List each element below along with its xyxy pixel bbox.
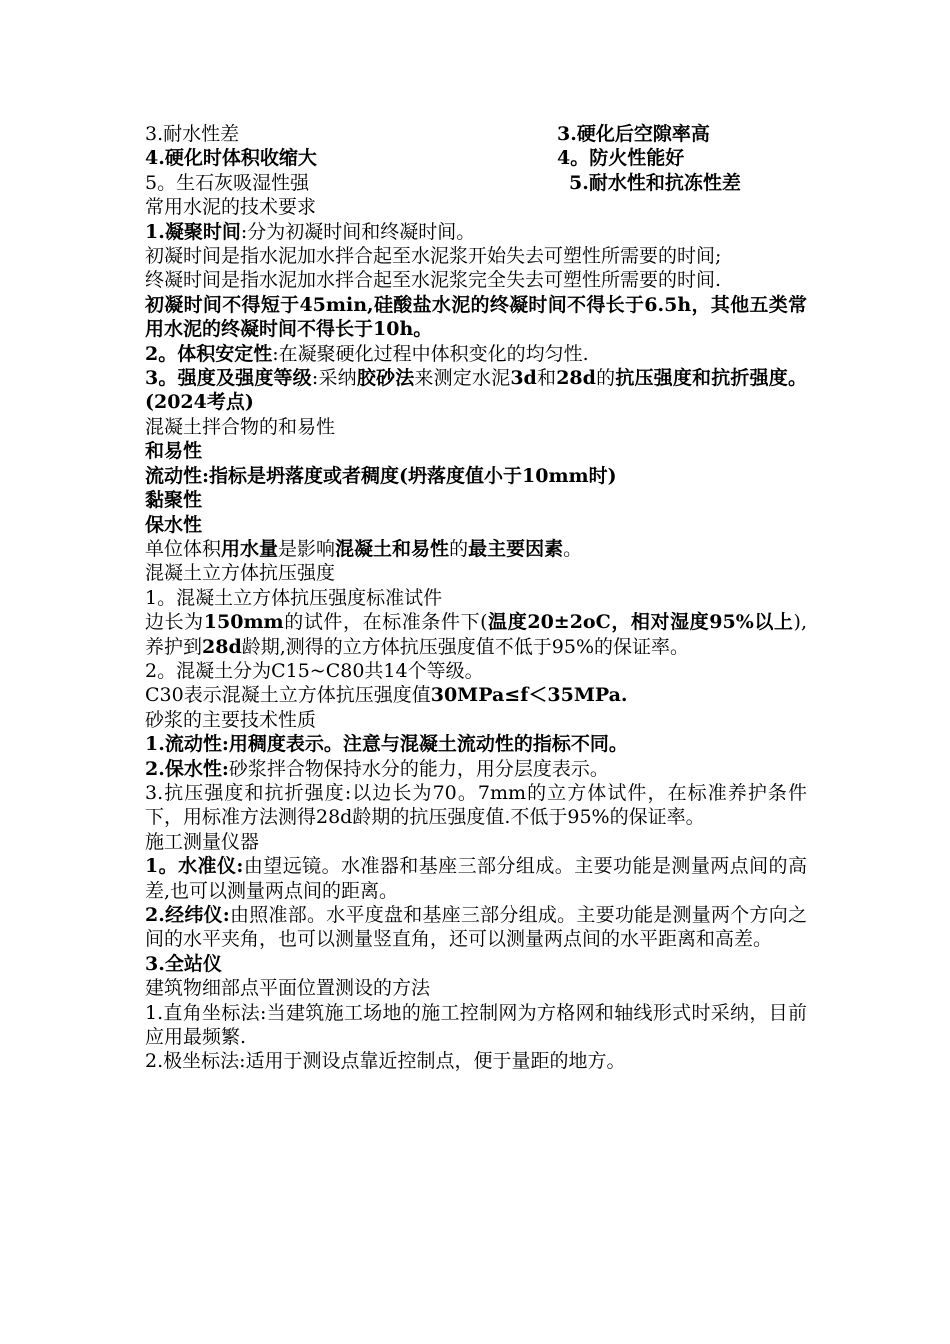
workability-label: 和易性 xyxy=(145,440,203,463)
comparison-left-2: 4.硬化时体积收缩大 xyxy=(145,147,317,170)
comparison-right-3: 5.耐水性和抗冻性差 xyxy=(569,171,741,194)
fluidity-line: 流动性:指标是坍落度或者稠度(坍落度值小于10mm时) xyxy=(145,464,617,487)
mortar-heading: 砂浆的主要技术性质 xyxy=(145,708,317,731)
workability-heading: 混凝土拌合物的和易性 xyxy=(145,415,336,438)
cohesion-line: 黏聚性 xyxy=(145,489,203,512)
cement-heading: 常用水泥的技术要求 xyxy=(145,196,317,219)
mortar-strength-paragraph: 3.抗压强度和抗折强度:以边长为70。7mm的立方体试件，在标准养护条件下，用标准方法测得28d龄期的抗压强度值.不低于95%的保证率。 xyxy=(145,781,807,829)
level-paragraph: 1。水准仪:由望远镜。水准器和基座三部分组成。主要功能是测量两点间的高差,也可以测量两点间的距离。 xyxy=(145,855,807,902)
grade-line: 2。混凝土分为C15~C80共14个等级。 xyxy=(145,659,484,682)
comparison-left-1: 3.耐水性差 xyxy=(145,123,240,145)
instruments-heading: 施工测量仪器 xyxy=(145,830,260,853)
theodolite-paragraph: 2.经纬仪:由照准部。水平度盘和基座三部分组成。主要功能是测量两个方向之间的水平夹角，也可以测量竖直角，还可以测量两点间的水平距离和高差。 xyxy=(145,904,807,951)
layout-method-heading: 建筑物细部点平面位置测设的方法 xyxy=(145,977,431,1000)
comparison-right-2: 4。防火性能好 xyxy=(557,147,685,170)
mortar-fluidity-line: 1.流动性:用稠度表示。注意与混凝土流动性的指标不同。 xyxy=(145,733,628,756)
water-content-paragraph: 单位体积用水量是影响混凝土和易性的最主要因素。 xyxy=(145,537,583,560)
comparison-left-3: 5。生石灰吸湿性强 xyxy=(145,171,310,194)
standard-specimen-line: 1。混凝土立方体抗压强度标准试件 xyxy=(145,586,443,609)
document-page xyxy=(145,122,807,1074)
comparison-row-3 xyxy=(145,171,807,195)
comparison-row-2 xyxy=(145,146,807,170)
rectangular-method-paragraph: 1.直角坐标法:当建筑施工场地的施工控制网为方格网和轴线形式时采纳，目前应用最频繁. xyxy=(145,1001,807,1049)
setting-time-paragraph: 1.凝聚时间:分为初凝时间和终凝时间。 xyxy=(145,220,476,243)
volume-stability-paragraph: 2。体积安定性:在凝聚硬化过程中体积变化的均匀性. xyxy=(145,342,589,365)
water-retention-line: 保水性 xyxy=(145,513,203,536)
concrete-heading: 混凝土立方体抗压强度 xyxy=(145,562,336,585)
total-station-line: 3.全站仪 xyxy=(145,952,222,975)
comparison-right-1: 3.硬化后空隙率高 xyxy=(557,123,710,145)
setting-limits-paragraph: 初凝时间不得短于45min,硅酸盐水泥的终凝时间不得长于6.5h，其他五类常用水泥的终凝时间不得长于10h。 xyxy=(145,293,807,341)
comparison-row-1 xyxy=(145,122,807,146)
mortar-retention-line: 2.保水性:砂浆拌合物保持水分的能力，用分层度表示。 xyxy=(145,757,609,780)
c30-line: C30表示混凝土立方体抗压强度值30MPa≤f＜35MPa. xyxy=(145,684,628,707)
strength-grade-paragraph: 3。强度及强度等级:采纳胶砂法来测定水泥3d和28d的抗压强度和抗折强度。(2024考点) xyxy=(145,367,807,414)
polar-method-paragraph: 2.极坐标法:适用于测设点靠近控制点，便于量距的地方。 xyxy=(145,1050,626,1073)
initial-setting-paragraph: 初凝时间是指水泥加水拌合起至水泥浆开始失去可塑性所需要的时间; xyxy=(145,245,722,268)
final-setting-paragraph: 终凝时间是指水泥加水拌合起至水泥浆完全失去可塑性所需要的时间. xyxy=(145,269,722,292)
specimen-paragraph: 边长为150mm的试件，在标准条件下(温度20±2oC，相对湿度95%以上),养护到28d龄期,测得的立方体抗压强度值不低于95%的保证率。 xyxy=(145,611,807,658)
